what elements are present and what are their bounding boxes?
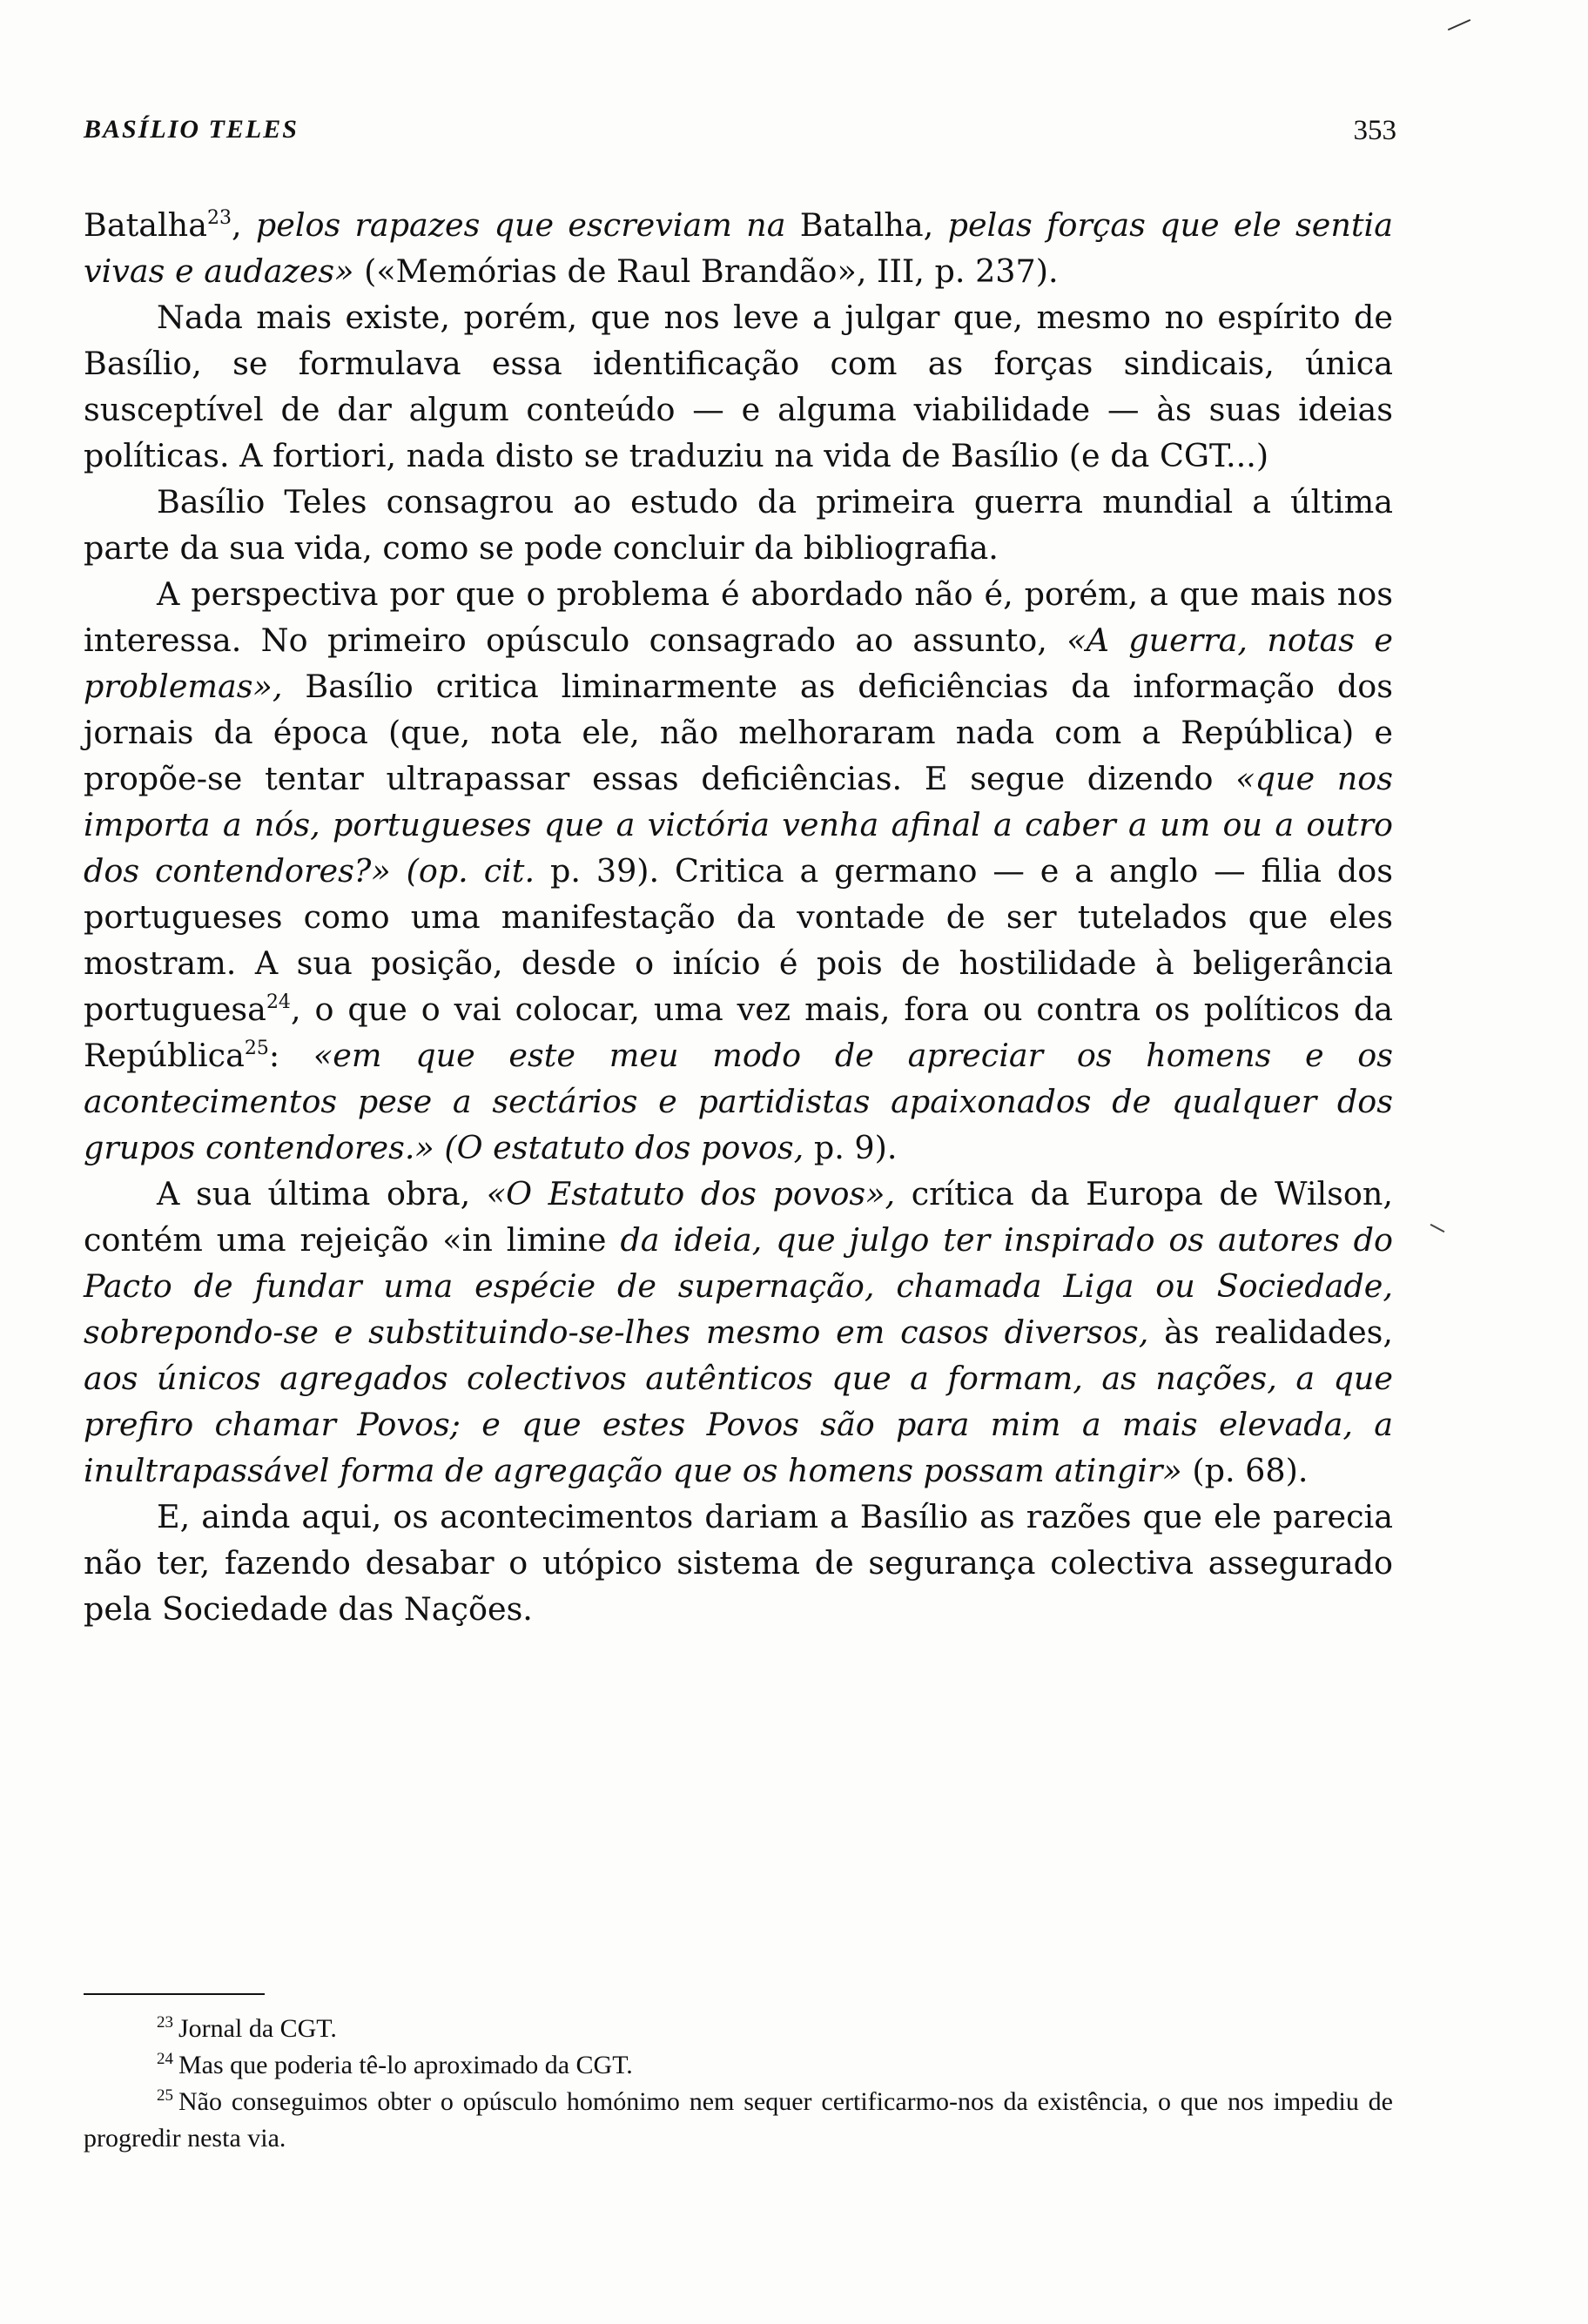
paragraph-5 <box>84 1171 1393 1494</box>
footnote-text: Jornal da CGT. <box>178 2014 337 2043</box>
paragraph-1 <box>84 202 1393 294</box>
italic-run: pelas forças que ele sentia vivas e audazes» <box>84 206 1393 290</box>
running-title: BASÍLIO TELES <box>84 115 299 144</box>
text-run: às realidades, <box>1148 1313 1394 1351</box>
footnote-ref-23: 23 <box>206 207 232 229</box>
text-run: («Memórias de Raul Brandão», III, p. 237). <box>353 252 1059 290</box>
page-number: 353 <box>1353 115 1396 146</box>
footnote-text: Não conseguimos obter o opúsculo homónimo nem sequer certificarmo-nos da existência, o que nos impediu de progredir nesta via. <box>84 2087 1393 2153</box>
italic-run: «A guerra, notas e problemas», <box>84 621 1393 705</box>
footnote-number: 23 <box>157 2013 173 2032</box>
text-run: Batalha <box>84 206 207 244</box>
footnote-ref-25: 25 <box>244 1038 269 1059</box>
footnote-text: Mas que poderia tê-lo aproximado da CGT. <box>178 2051 633 2079</box>
paragraph-2: Nada mais existe, porém, que nos leve a julgar que, mesmo no espírito de Basílio, se formulava essa identificação com as forças sindicais, única susceptível de dar algum conteúdo — e alguma viabilidade — às suas ideias políticas. A fortiori, nada disto se traduziu na vida de Basílio (e da CGT...) <box>84 299 1393 474</box>
italic-run: «em que este meu modo de apreciar os homens e os acontecimentos pese a sectários e partidistas apaixonados de qualquer dos grupos contendores.» (O estatuto dos povos, <box>84 1037 1393 1166</box>
footnote-23 <box>84 2011 1393 2047</box>
text-run: , <box>231 206 256 244</box>
text-run: Basílio critica liminarmente as deficiências da informação dos jornais da época (que, nota ele, não melhoraram nada com a República) e propõe-se tentar ultrapassar essas deficiências. E segue dizendo <box>84 668 1393 797</box>
text-run: (p. 68). <box>1181 1452 1309 1489</box>
footnote-ref-24: 24 <box>266 991 291 1013</box>
footnotes <box>84 2011 1393 2157</box>
margin-mark <box>1430 1224 1445 1233</box>
italic-run: «O Estatuto dos povos», <box>486 1175 896 1212</box>
text-run: crítica da Europa de Wilson, contém uma rejeição «in limine <box>84 1175 1393 1259</box>
text-run: , o que o vai colocar, uma vez mais, fora ou contra os políticos da República <box>84 991 1393 1074</box>
text-run: Batalha, <box>785 206 948 244</box>
footnote-divider <box>84 1993 265 1995</box>
italic-run: aos únicos agregados colectivos autênticos que a formam, as nações, a que prefiro chamar Povos; e que estes Povos são para mim a mais elevada, a inultrapassável forma de agregação que os homens possam atingir» <box>84 1360 1393 1489</box>
paragraph-3: Basílio Teles consagrou ao estudo da primeira guerra mundial a última parte da sua vida, como se pode concluir da bibliografia. <box>84 483 1393 567</box>
paragraph-6: E, ainda aqui, os acontecimentos dariam a Basílio as razões que ele parecia não ter, fazendo desabar o utópico sistema de segurança colectiva assegurado pela Sociedade das Nações. <box>84 1498 1393 1628</box>
footnote-number: 25 <box>157 2086 173 2105</box>
italic-run: «que nos importa a nós, portugueses que a victória venha afinal a caber a um ou a outro dos contendores?» (op. cit. <box>84 760 1394 890</box>
text-run: p. 39). Critica a germano — e a anglo — filia dos portugueses como uma manifestação da vontade de ser tutelados que eles mostram. A sua posição, desde o início é pois de hostilidade à beligerância portuguesa <box>84 852 1393 1028</box>
footnote-25 <box>84 2084 1393 2157</box>
body-text <box>84 202 1393 1632</box>
italic-run: pelos rapazes que escreviam na <box>255 206 786 244</box>
footnote-24 <box>84 2047 1393 2084</box>
text-run: : <box>268 1037 313 1074</box>
text-run: A sua última obra, <box>157 1175 487 1212</box>
running-header <box>84 115 1396 150</box>
paragraph-4 <box>84 571 1393 1171</box>
italic-run: da ideia, que julgo ter inspirado os autores do Pacto de fundar uma espécie de supernação, chamada Liga ou Sociedade, sobrepondo-se e substituindo-se-lhes mesmo em casos diversos, <box>84 1221 1393 1351</box>
text-run: A perspectiva por que o problema é abordado não é, porém, a que mais nos interessa. No primeiro opúsculo consagrado ao assunto, <box>84 575 1393 659</box>
footnote-number: 24 <box>157 2050 173 2068</box>
pencil-mark <box>1444 11 1470 30</box>
text-run: p. 9). <box>804 1129 898 1166</box>
